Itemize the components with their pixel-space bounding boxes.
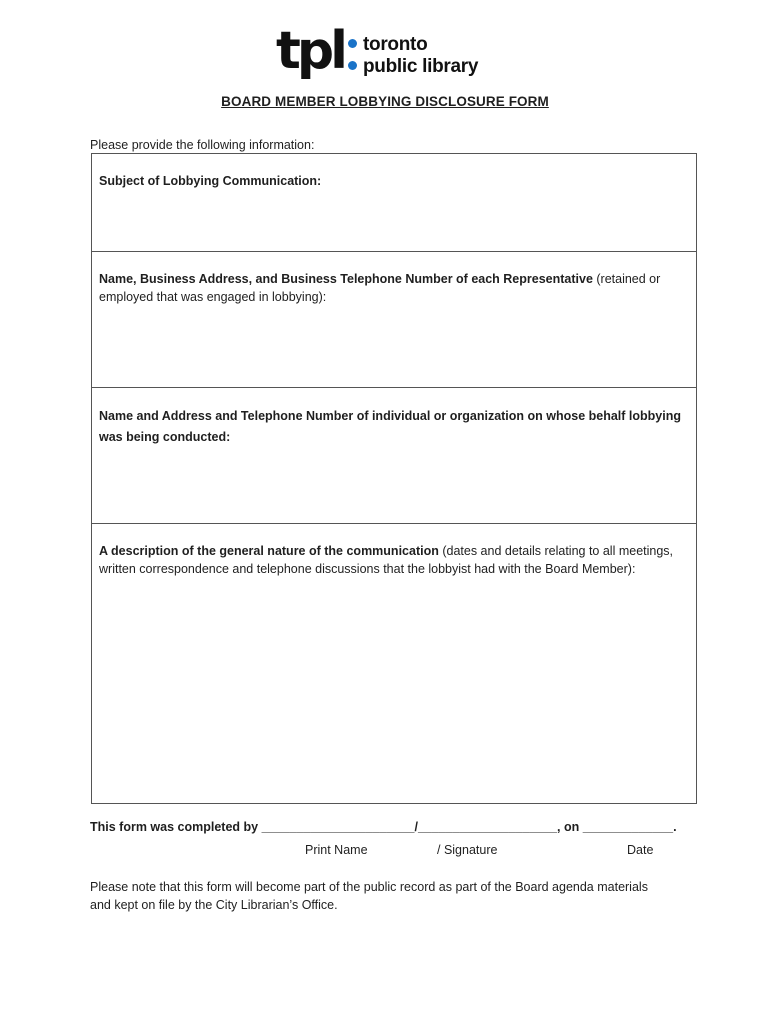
field-behalf-of-label: Name and Address and Telephone Number of individual or organization on whose behalf lobbying was being conducted:	[99, 409, 681, 444]
public-record-note: Please note that this form will become part of the public record as part of the Board agenda materials and kept on file by the City Librarian’s Office.	[90, 880, 648, 912]
logo-dot-icon	[348, 39, 357, 48]
print-name-label: Print Name	[305, 843, 368, 857]
field-behalf-of[interactable]	[92, 388, 696, 524]
field-subject-label: Subject of Lobbying Communication:	[99, 174, 322, 188]
logo-line-public-library	[348, 56, 478, 78]
logo-dot-icon	[348, 61, 357, 70]
field-description[interactable]	[92, 524, 696, 804]
logo-text-toronto: toronto	[363, 34, 428, 55]
logo-text-public-library: public library	[363, 56, 479, 77]
logo-line-toronto	[348, 34, 427, 56]
form-title: BOARD MEMBER LOBBYING DISCLOSURE FORM	[221, 94, 549, 109]
field-representative-note: (retained or employed that was engaged in lobbying):	[99, 272, 661, 304]
date-label: Date	[627, 843, 654, 857]
field-subject[interactable]	[92, 154, 696, 252]
logo-mark: tpl	[276, 21, 344, 81]
completed-by-line[interactable]: This form was completed by ______________________/____________________, on _____________.	[90, 820, 677, 834]
field-description-label: A description of the general nature of the communication	[99, 544, 439, 558]
field-representative[interactable]	[92, 252, 696, 388]
signature-label: / Signature	[437, 843, 498, 857]
intro-text: Please provide the following information:	[90, 138, 315, 152]
disclosure-form-box	[91, 153, 697, 804]
field-representative-label: Name, Business Address, and Business Telephone Number of each Representative	[99, 272, 593, 286]
field-description-note: (dates and details relating to all meetings, written correspondence and telephone discussions that the lobbyist had with the Board Member):	[99, 544, 674, 576]
